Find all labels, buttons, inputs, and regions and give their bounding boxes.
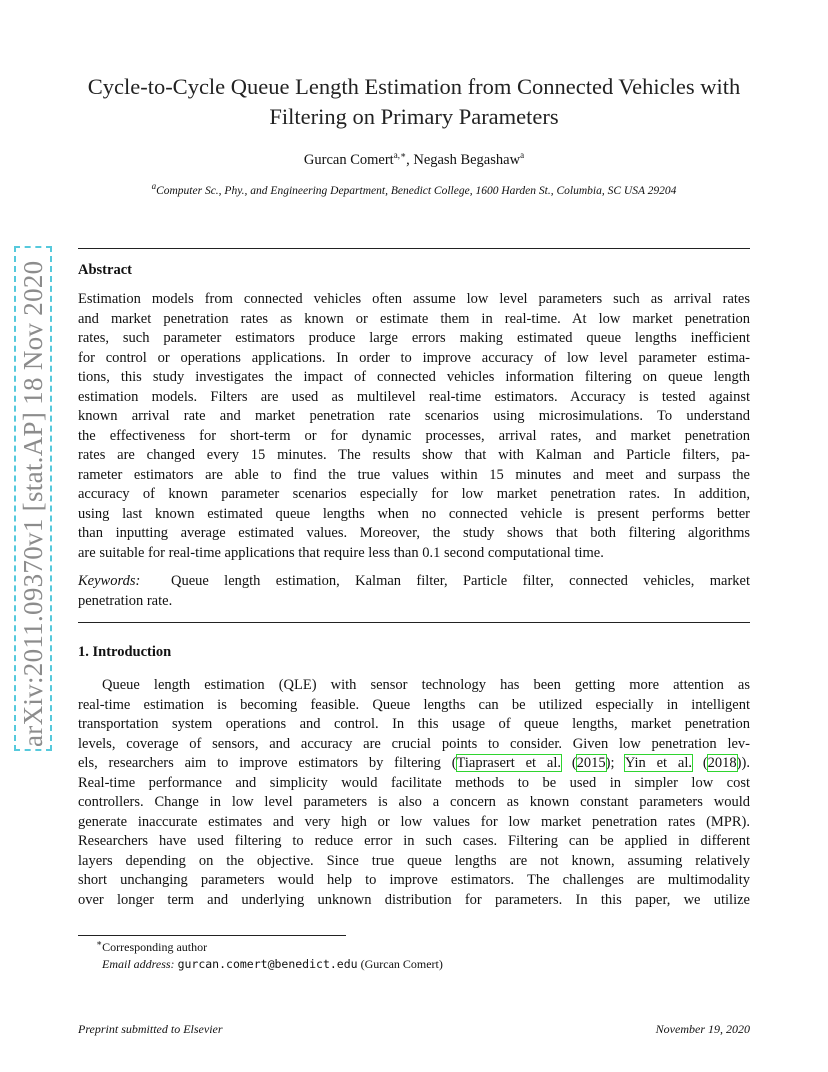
intro-line-citations: els, researchers aim to improve estimators by filtering (Tiaprasert et al. (2015); Yin et al. (2018)). <box>78 755 750 771</box>
intro-line: Queue length estimation (QLE) with sensor technology has been getting more attention as <box>102 677 750 693</box>
author-name-1: Gurcan Comert <box>303 152 394 168</box>
footnote-mark: ∗ <box>96 938 103 948</box>
abstract-line: rates, such parameter estimators produce large errors making estimated queue lengths inefficient <box>78 330 750 346</box>
keywords-label: Keywords: <box>78 573 141 589</box>
intro-line: transportation system operations and control. In this usage of queue lengths, market penetration <box>78 716 750 732</box>
intro-line: Real-time performance and simplicity would facilitate methods to be used in simpler low cost <box>78 774 750 791</box>
abstract-line: Estimation models from connected vehicles often assume low level parameters such as arrival rates <box>78 291 750 307</box>
arxiv-identifier[interactable]: arXiv:2011.09370v1 [stat.AP] 18 Nov 2020 <box>18 260 48 747</box>
abstract-line: rates are changed every 15 minutes. The results show that with Kalman and Particle filters, pa- <box>78 447 750 463</box>
intro-line: real-time estimation is becoming feasible. Queue lengths can be utilized especially in intelligent <box>78 696 750 713</box>
abstract-line: accuracy of known parameter scenarios especially for low market penetration rates. In addition, <box>78 486 750 502</box>
footnote-rule <box>78 935 346 936</box>
citation-link-yin[interactable]: Yin et al. <box>624 755 693 771</box>
corresponding-author-note: Corresponding author <box>102 940 208 954</box>
intro-line-text: els, researchers aim to improve estimators by filtering ( <box>78 755 457 771</box>
email-label: Email address: <box>102 957 175 971</box>
citation-separator: ; <box>610 755 625 771</box>
footer-preprint-note: Preprint submitted to Elsevier <box>78 1022 223 1036</box>
affiliation-mark: a <box>151 181 157 192</box>
keywords <box>78 572 750 611</box>
citation-close: )). <box>736 755 750 771</box>
introduction-body <box>78 676 750 910</box>
abstract-line: and market penetration rates as known or estimate them in real-time. At low market penetration <box>78 310 750 327</box>
abstract-line: rameter estimators are able to find the true values within 15 minutes and meet and surpass the <box>78 466 750 483</box>
intro-line: generate inaccurate estimates and very high or low values for low market penetration rates (MPR). <box>78 813 750 830</box>
author-2-affil-mark: a <box>520 150 525 161</box>
author-name-2: Negash Begashaw <box>413 152 521 168</box>
abstract-line: estimation models. Filters are used as multilevel real-time estimators. Accuracy is tested against <box>78 388 750 405</box>
abstract-heading: Abstract <box>78 262 132 278</box>
abstract-bottom-rule <box>78 622 750 623</box>
paper-title-line1: Cycle-to-Cycle Queue Length Estimation from Connected Vehicles with <box>87 74 741 99</box>
citation-link-tiaprasert-year[interactable]: 2015 <box>576 755 606 771</box>
author-separator: , <box>406 152 414 168</box>
citation-link-tiaprasert[interactable]: Tiaprasert et al. <box>456 755 562 771</box>
author-1-affil-mark: a,∗ <box>393 150 407 161</box>
paper-title-line2: Filtering on Primary Parameters <box>269 104 559 129</box>
abstract-line: the effectiveness for short-term or for dynamic processes, arrival rates, and market penetration <box>78 427 750 444</box>
footnote <box>78 939 443 973</box>
intro-line: Researchers have used filtering to reduce error in such cases. Filtering can be applied in different <box>78 833 750 849</box>
abstract-line: known arrival rate and market penetration rate scenarios using microsimulations. To understand <box>78 408 750 424</box>
affiliation <box>60 181 768 197</box>
keywords-text-1: Queue length estimation, Kalman filter, Particle filter, connected vehicles, market <box>170 573 750 589</box>
email-owner: (Gurcan Comert) <box>360 957 443 971</box>
citation-link-yin-year[interactable]: 2018 <box>707 755 737 771</box>
author-list <box>0 152 828 169</box>
intro-line: controllers. Change in low level parameters is also a concern as known constant parameters would <box>78 794 750 810</box>
abstract-line: than inputting average estimated values. Moreover, the study shows that both filtering algorithms <box>78 525 750 541</box>
abstract-line: are suitable for real-time applications that require less than 0.1 second computational time. <box>78 544 604 561</box>
keywords-text-2: penetration rate. <box>78 592 173 609</box>
intro-line: layers depending on the objective. Since true queue lengths are not known, assuming relatively <box>78 852 750 869</box>
abstract-body <box>78 290 750 563</box>
footer-date: November 19, 2020 <box>655 1022 750 1036</box>
affiliation-text: Computer Sc., Phy., and Engineering Department, Benedict College, 1600 Harden St., Columbia, SC USA 29204 <box>156 185 677 197</box>
intro-line: short unchanging parameters would help to improve estimators. The challenges are multimodality <box>78 872 750 888</box>
intro-line: over longer term and underlying unknown distribution for parameters. In this paper, we utilize <box>78 891 750 908</box>
abstract-line: tions, this study investigates the impact of connected vehicles information filtering on queue length <box>78 369 750 385</box>
paper-title <box>60 72 768 132</box>
section-heading-introduction: 1. Introduction <box>78 644 172 660</box>
abstract-top-rule <box>78 248 750 249</box>
abstract-line: using last known estimated queue lengths when no connected vehicle is present performs better <box>78 505 750 522</box>
abstract-line: for control or operations applications. In order to improve accuracy of low level parameter estima- <box>78 349 750 366</box>
email-address-link[interactable]: gurcan.comert@benedict.edu <box>177 957 358 971</box>
intro-line: levels, coverage of sensors, and accuracy are crucial points to consider. Given low penetration lev- <box>78 735 750 752</box>
